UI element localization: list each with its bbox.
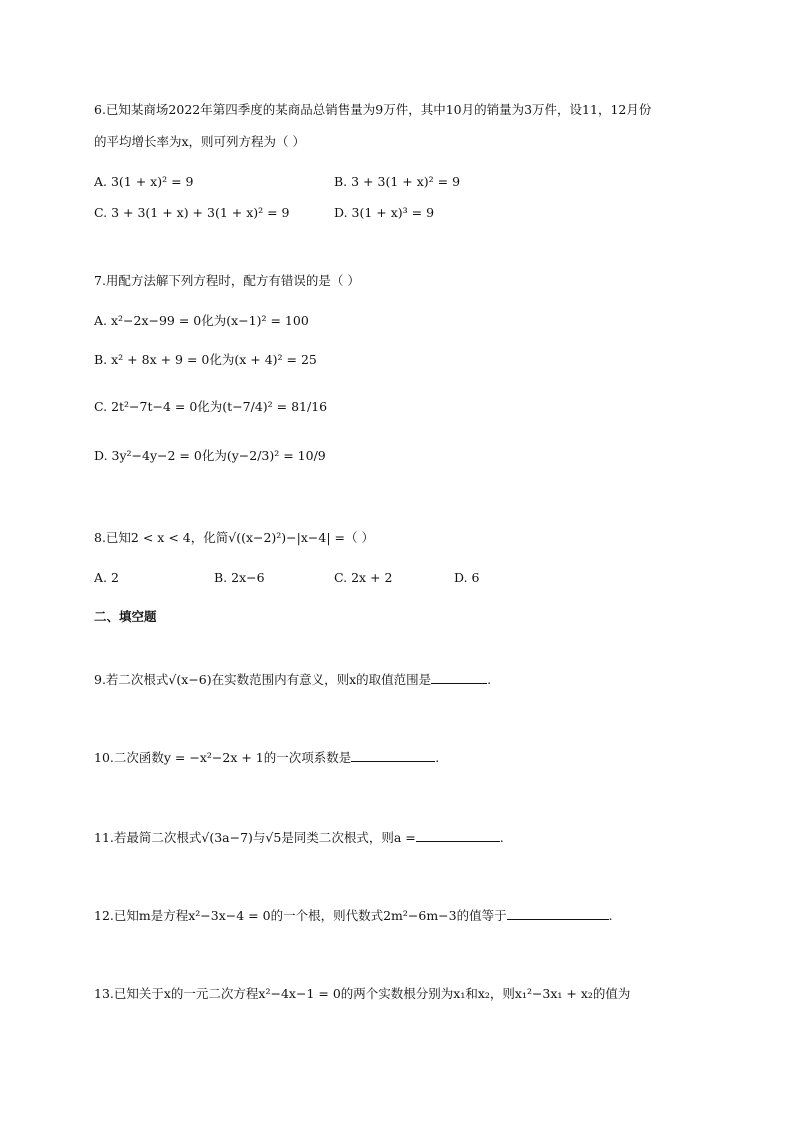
q7-stem: 7.用配方法解下列方程时，配方有错误的是（ ） [94, 273, 360, 288]
q8-option-b: B. 2x−6 [214, 570, 265, 585]
q10-text: 10.二次函数y = −x²−2x + 1的一次项系数是 [94, 750, 352, 765]
q6-stem-line2: 的平均增长率为x，则可列方程为（ ） [94, 134, 306, 149]
q13-stem: 13.已知关于x的一元二次方程x²−4x−1 = 0的两个实数根分别为x₁和x₂，则x₁²−3x₁ + x₂的值为 [94, 986, 631, 1001]
section-heading-fill-in: 二、填空题 [94, 609, 157, 624]
q10-period: . [435, 750, 440, 765]
q6-stem-line1: 6.已知某商场2022年第四季度的某商品总销售量为9万件，其中10月的销量为3万件，设11，12月份 [94, 102, 652, 117]
q6-option-a: A. 3(1 + x)² = 9 [94, 174, 194, 189]
q8-option-d: D. 6 [454, 570, 480, 585]
q8-option-c: C. 2x + 2 [334, 570, 393, 585]
q8-stem: 8.已知2 < x < 4，化简√((x−2)²)−|x−4| =（ ） [94, 530, 374, 545]
q7-option-c: C. 2t²−7t−4 = 0化为(t−7/4)² = 81/16 [94, 399, 328, 414]
q10-line [94, 749, 439, 767]
q11-line [94, 829, 504, 847]
q7-option-b: B. x² + 8x + 9 = 0化为(x + 4)² = 25 [94, 352, 317, 367]
q12-text: 12.已知m是方程x²−3x−4 = 0的一个根，则代数式2m²−6m−3的值等于 [94, 908, 507, 923]
q7-option-d: D. 3y²−4y−2 = 0化为(y−2/3)² = 10/9 [94, 448, 326, 463]
q6-option-d: D. 3(1 + x)³ = 9 [334, 205, 435, 220]
q11-period: . [499, 830, 504, 845]
q12-line [94, 907, 613, 925]
q12-answer-blank[interactable] [507, 907, 609, 920]
q8-option-a: A. 2 [94, 570, 119, 585]
q10-answer-blank[interactable] [351, 749, 435, 762]
q11-answer-blank[interactable] [416, 829, 500, 842]
q7-option-a: A. x²−2x−99 = 0化为(x−1)² = 100 [94, 313, 309, 328]
q9-answer-blank[interactable] [431, 671, 487, 684]
q11-text: 11.若最简二次根式√(3a−7)与√5是同类二次根式，则a = [94, 830, 416, 845]
q9-period: . [487, 672, 492, 687]
q6-option-b: B. 3 + 3(1 + x)² = 9 [334, 174, 461, 189]
q6-option-c: C. 3 + 3(1 + x) + 3(1 + x)² = 9 [94, 205, 290, 220]
q9-line [94, 671, 491, 689]
q12-period: . [608, 908, 613, 923]
q9-text: 9.若二次根式√(x−6)在实数范围内有意义，则x的取值范围是 [94, 672, 432, 687]
